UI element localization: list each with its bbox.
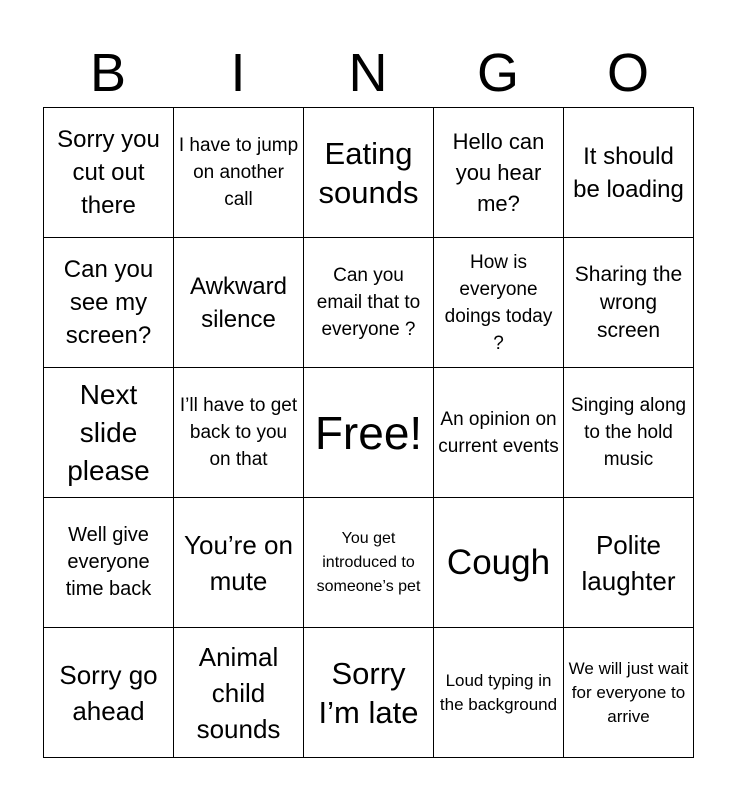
cell-text: I have to jump on another call	[178, 135, 299, 210]
cell-text: Well give everyone time back	[65, 524, 152, 600]
bingo-cell-r2c2[interactable]	[174, 238, 304, 368]
cell-text: Sorry I’m late	[318, 655, 419, 730]
cell-text: It should be loading	[573, 142, 684, 203]
header-letter-b: B	[89, 43, 127, 103]
bingo-cell-r2c1[interactable]	[44, 238, 174, 368]
header-letter-o: O	[606, 43, 649, 103]
bingo-cell-r4c5[interactable]	[564, 498, 694, 628]
cell-text: You’re on mute	[184, 529, 293, 596]
bingo-cell-r1c1[interactable]	[44, 108, 174, 238]
cell-text: I’ll have to get back to you on that	[179, 395, 298, 470]
bingo-cell-r3c3-free[interactable]	[304, 368, 434, 498]
cell-text: Hello can you hear me?	[452, 129, 545, 216]
cell-text: Sorry go ahead	[59, 659, 158, 726]
cell-text: Cough	[446, 542, 551, 582]
bingo-cell-r1c4[interactable]	[434, 108, 564, 238]
bingo-cell-r2c3[interactable]	[304, 238, 434, 368]
bingo-cell-r5c2[interactable]	[174, 628, 304, 758]
cell-text: Awkward silence	[190, 272, 287, 333]
cell-text: You get introduced to someone’s pet	[316, 529, 421, 595]
cell-text: Eating sounds	[318, 135, 419, 210]
free-space-text: Free!	[314, 406, 423, 459]
bingo-cell-r4c3[interactable]	[304, 498, 434, 628]
cell-text: Sorry you cut out there	[57, 126, 160, 219]
cell-text: Polite laughter	[581, 529, 676, 596]
cell-text: How is everyone doings today ?	[444, 251, 553, 354]
bingo-cell-r5c1[interactable]	[44, 628, 174, 758]
cell-text: We will just wait for everyone to arrive	[568, 658, 689, 726]
cell-text: An opinion on current events	[438, 408, 559, 457]
cell-text: Can you email that to everyone ?	[316, 265, 421, 340]
header-letter-i: I	[230, 43, 246, 103]
bingo-cell-r2c4[interactable]	[434, 238, 564, 368]
bingo-cell-r4c1[interactable]	[44, 498, 174, 628]
bingo-cell-r2c5[interactable]	[564, 238, 694, 368]
cell-text: Animal child sounds	[196, 641, 281, 744]
bingo-cell-r3c4[interactable]	[434, 368, 564, 498]
bingo-cell-r4c4[interactable]	[434, 498, 564, 628]
bingo-cell-r1c3[interactable]	[304, 108, 434, 238]
cell-text: Sharing the wrong screen	[574, 262, 683, 342]
cell-text: Singing along to the hold music	[570, 395, 687, 470]
cell-text: Can you see my screen?	[63, 256, 154, 349]
header-letter-g: G	[476, 43, 519, 103]
cell-text: Loud typing in the background	[439, 670, 558, 714]
bingo-cell-r3c5[interactable]	[564, 368, 694, 498]
bingo-cell-r1c2[interactable]	[174, 108, 304, 238]
header-letter-n: N	[348, 43, 388, 103]
bingo-cell-r5c4[interactable]	[434, 628, 564, 758]
bingo-cell-r3c2[interactable]	[174, 368, 304, 498]
bingo-cell-r5c5[interactable]	[564, 628, 694, 758]
bingo-cell-r5c3[interactable]	[304, 628, 434, 758]
bingo-board	[43, 107, 694, 758]
cell-text: Next slide please	[67, 378, 150, 486]
bingo-cell-r1c5[interactable]	[564, 108, 694, 238]
bingo-cell-r4c2[interactable]	[174, 498, 304, 628]
bingo-cell-r3c1[interactable]	[44, 368, 174, 498]
bingo-header	[43, 42, 693, 104]
